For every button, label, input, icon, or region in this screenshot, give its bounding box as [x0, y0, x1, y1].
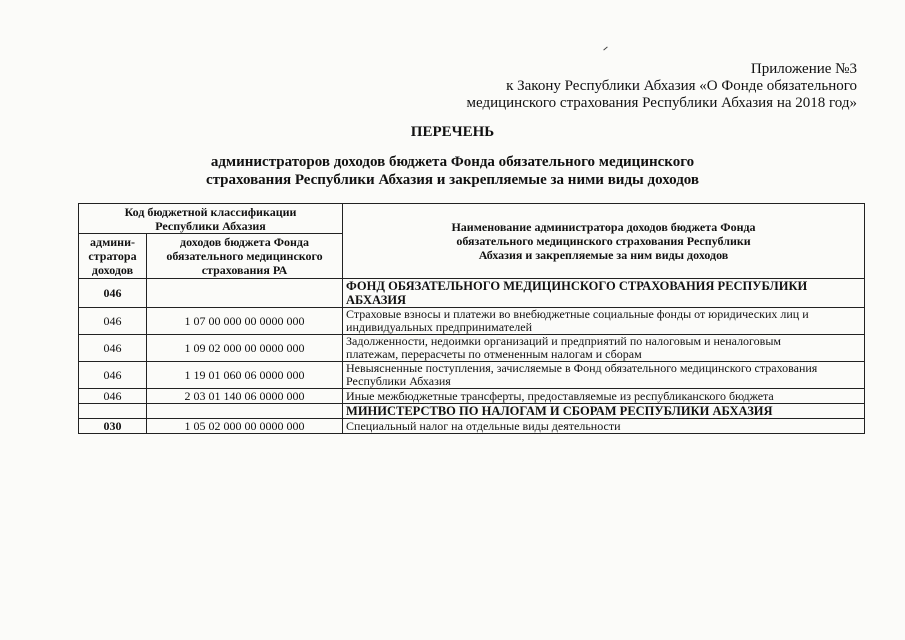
- appendix-law-line2: медицинского страхования Республики Абхазия на 2018 год»: [466, 95, 857, 111]
- table-row: [79, 404, 865, 419]
- table-row: [79, 389, 865, 404]
- table-row: [79, 335, 865, 362]
- income-code-cell: 1 19 01 060 06 0000 000: [147, 362, 343, 389]
- appendix-law-line1: к Закону Республики Абхазия «О Фонде обязательного: [506, 78, 857, 94]
- section-title-fund: ФОНД ОБЯЗАТЕЛЬНОГО МЕДИЦИНСКОГО СТРАХОВАНИЯ РЕСПУБЛИКИ АБХАЗИЯ: [343, 279, 865, 308]
- income-name-cell: Задолженности, недоимки организаций и предприятий по налоговым и неналоговым платежам, перерасчеты по отмененным налогам и сборам: [343, 335, 865, 362]
- document-title: ПЕРЕЧЕНЬ: [410, 124, 495, 140]
- table-row: [79, 308, 865, 335]
- admin-code-cell: 030: [79, 419, 147, 434]
- income-name-cell: Невыясненные поступления, зачисляемые в Фонд обязательного медицинского страхования Республики Абхазия: [343, 362, 865, 389]
- income-code-cell: 2 03 01 140 06 0000 000: [147, 389, 343, 404]
- income-code-cell: 1 07 00 000 00 0000 000: [147, 308, 343, 335]
- income-code-cell: 1 09 02 000 00 0000 000: [147, 335, 343, 362]
- income-name-cell: Страховые взносы и платежи во внебюджетные социальные фонды от юридических лиц и индивидуальных предпринимателей: [343, 308, 865, 335]
- appendix-header: [467, 61, 858, 112]
- admin-code-cell: 046: [79, 279, 147, 308]
- admin-code-cell: 046: [79, 389, 147, 404]
- income-code-cell: 1 05 02 000 00 0000 000: [147, 419, 343, 434]
- table-row: [79, 419, 865, 434]
- admin-code-cell: [79, 404, 147, 419]
- income-name-cell: Специальный налог на отдельные виды деятельности: [343, 419, 865, 434]
- pen-mark: [603, 47, 607, 51]
- header-administrator-name: Наименование администратора доходов бюджета Фонда обязательного медицинского страхования Республики Абхазия и закрепляемые за ним виды доходов: [343, 204, 865, 279]
- header-income-code: доходов бюджета Фонда обязательного медицинского страхования РА: [147, 234, 343, 279]
- admin-code-cell: 046: [79, 335, 147, 362]
- income-code-cell: [147, 404, 343, 419]
- document-subtitle-line1: администраторов доходов бюджета Фонда обязательного медицинского: [210, 154, 695, 170]
- table-header-row: [79, 204, 865, 234]
- administrators-table: [78, 203, 865, 434]
- income-name-cell: Иные межбюджетные трансферты, предоставляемые из республиканского бюджета: [343, 389, 865, 404]
- header-administrator-code: админи- стратора доходов: [79, 234, 147, 279]
- admin-code-cell: 046: [79, 308, 147, 335]
- header-budget-classification-code: Код бюджетной классификации Республики Абхазия: [79, 204, 343, 234]
- document-subtitle-line2: страхования Республики Абхазия и закрепляемые за ними виды доходов: [205, 172, 700, 188]
- admin-code-cell: 046: [79, 362, 147, 389]
- appendix-number: Приложение №3: [750, 61, 857, 77]
- table-row: [79, 362, 865, 389]
- income-code-cell: [147, 279, 343, 308]
- table-row: [79, 279, 865, 308]
- section-title-ministry: МИНИСТЕРСТВО ПО НАЛОГАМ И СБОРАМ РЕСПУБЛИКИ АБХАЗИЯ: [343, 404, 865, 419]
